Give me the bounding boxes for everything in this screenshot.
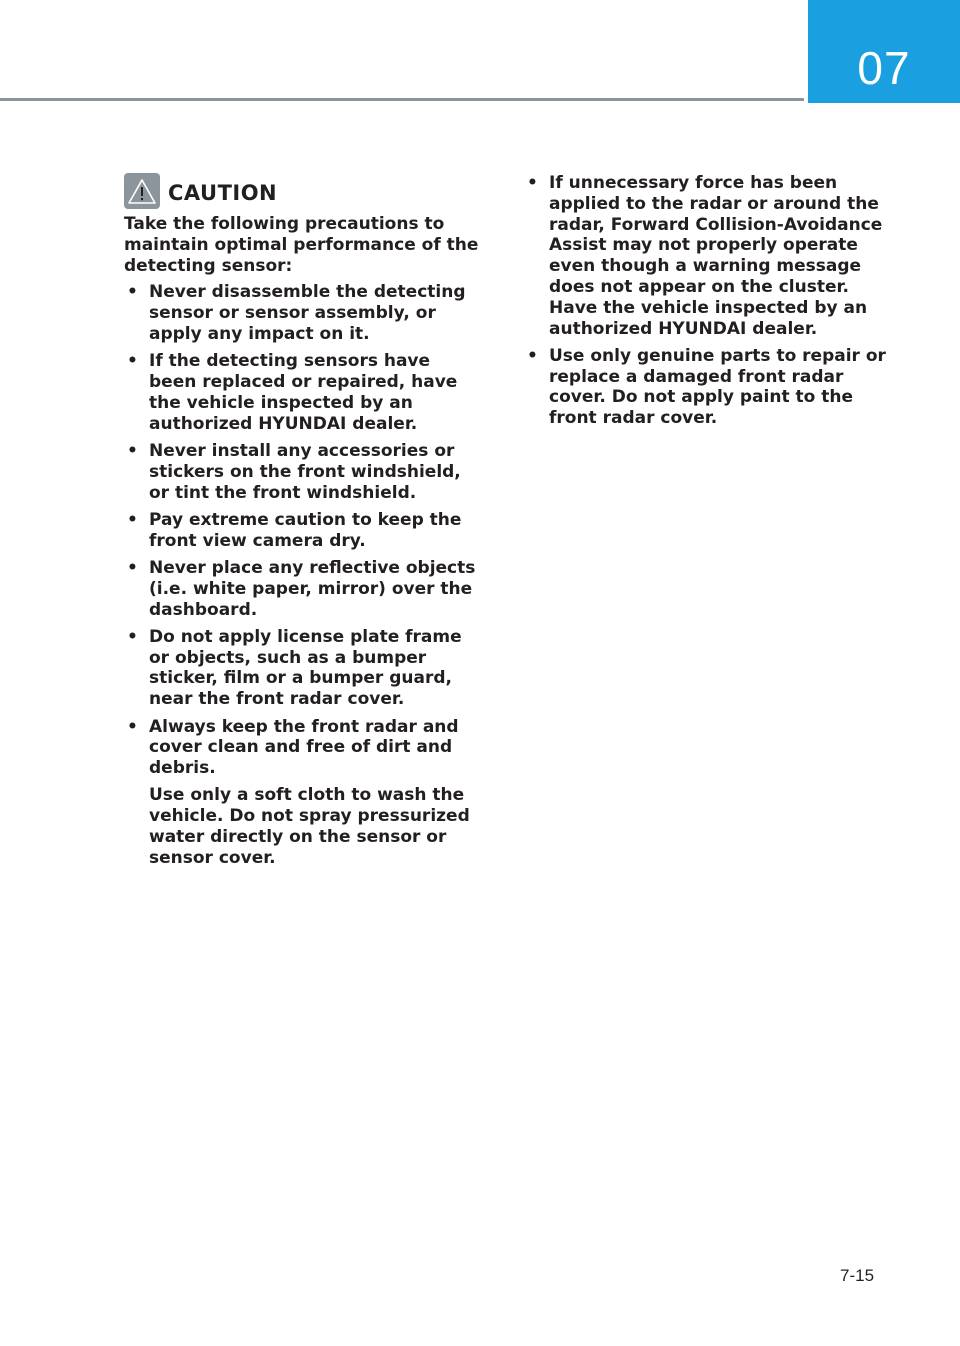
list-item-text: If unnecessary force has been applied to the radar or around the radar, Forward Collision-Avoidance Assist may not properly operate even though a warning message does not appear on the cluster. Have the vehicle inspected by an authorized HYUNDAI dealer. [549, 173, 883, 339]
bullet-icon: • [127, 440, 138, 461]
caution-column-right [524, 173, 896, 436]
list-item-text: If the detecting sensors have been replaced or repaired, have the vehicle inspected by an authorized HYUNDAI dealer. [149, 351, 458, 434]
list-item [524, 173, 896, 339]
list-item-text: Pay extreme caution to keep the front view camera dry. [149, 509, 462, 551]
bullet-icon: • [127, 351, 138, 372]
list-item [124, 558, 480, 620]
list-item-text: Always keep the front radar and cover clean and free of dirt and debris. [149, 716, 459, 779]
bullet-icon: • [527, 345, 538, 366]
chapter-tab [808, 0, 960, 103]
caution-column-left [124, 172, 480, 875]
bullet-icon: • [527, 173, 538, 193]
list-item-text: Never place any reflective objects (i.e. white paper, mirror) over the dashboard. [149, 557, 476, 620]
caution-list-right [524, 173, 896, 429]
bullet-icon: • [127, 626, 138, 647]
list-item-text: Never disassemble the detecting sensor or sensor assembly, or apply any impact on it. [149, 282, 466, 344]
list-item [124, 717, 480, 869]
list-item [124, 510, 480, 552]
list-item [124, 351, 480, 434]
list-item-text: Use only genuine parts to repair or replace a damaged front radar cover. Do not apply paint to the front radar cover. [549, 345, 886, 429]
bullet-icon: • [127, 282, 138, 303]
list-item-text: Do not apply license plate frame or objects, such as a bumper sticker, film or a bumper guard, near the front radar cover. [149, 626, 462, 710]
list-item [124, 282, 480, 344]
caution-intro: Take the following precautions to maintain optimal performance of the detecting sensor: [124, 214, 479, 276]
caution-title: CAUTION [168, 180, 278, 205]
list-item [124, 627, 480, 710]
list-item [524, 346, 896, 429]
list-item-note: Use only a soft cloth to wash the vehicle. Do not spray pressurized water directly on the sensor or sensor cover. [149, 785, 470, 868]
page-number: 7-15 [840, 1266, 875, 1285]
bullet-icon: • [127, 509, 138, 530]
chapter-number: 07 [857, 42, 911, 94]
caution-list-left [124, 282, 480, 868]
header-divider [0, 98, 804, 101]
caution-header [124, 172, 480, 210]
bullet-icon: • [127, 716, 138, 737]
list-item-text: Never install any accessories or stickers on the front windshield, or tint the front windshield. [149, 440, 461, 503]
list-item [124, 441, 480, 503]
bullet-icon: • [127, 557, 138, 578]
warning-triangle-icon [124, 173, 160, 209]
